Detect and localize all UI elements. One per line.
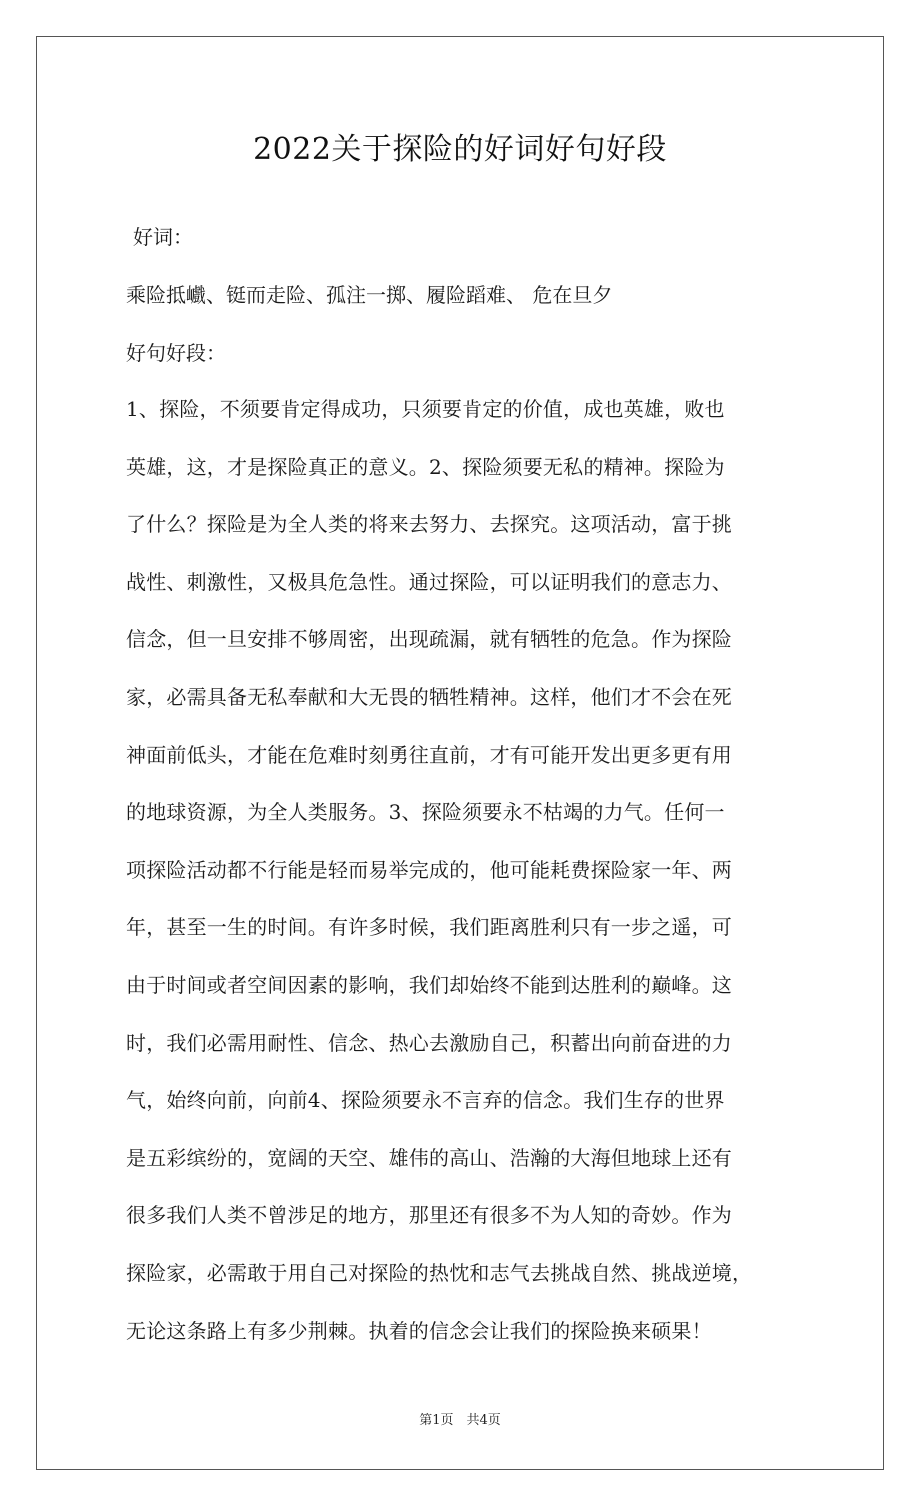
- good-sentences-label: 好句好段：: [126, 341, 226, 365]
- body-line: 了什么？探险是为全人类的将来去努力、去探究。这项活动，富于挑: [126, 512, 732, 537]
- body-text: [126, 394, 806, 1373]
- body-line: 1、探险，不须要肯定得成功，只须要肯定的价值，成也英雄，败也: [126, 397, 725, 421]
- body-line: 由于时间或者空间因素的影响，我们却始终不能到达胜利的巅峰。这: [126, 972, 732, 997]
- body-line: 时，我们必需用耐性、信念、热心去激励自己，积蓄出向前奋进的力: [126, 1030, 732, 1055]
- body-line: 气，始终向前，向前4、探险须要永不言弃的信念。我们生存的世界: [126, 1088, 725, 1113]
- body-line: 无论这条路上有多少荆棘。执着的信念会让我们的探险换来硕果！: [126, 1318, 712, 1343]
- body-line: 战性、刺激性，又极具危急性。通过探险，可以证明我们的意志力、: [126, 569, 732, 594]
- good-words-label: 好词：: [133, 225, 193, 249]
- body-line: 年，甚至一生的时间。有许多时候，我们距离胜利只有一步之遥，可: [126, 915, 732, 940]
- good-words-list: 乘险抵巇、铤而走险、孤注一掷、履险蹈难、 危在旦夕: [126, 283, 613, 307]
- page-indicator: 第1页 共4页: [419, 1413, 501, 1428]
- body-line: 家，必需具备无私奉献和大无畏的牺牲精神。这样，他们才不会在死: [126, 684, 732, 709]
- body-line: 很多我们人类不曾涉足的地方，那里还有很多不为人知的奇妙。作为: [126, 1203, 732, 1228]
- document-title: 2022关于探险的好词好句好段: [253, 132, 667, 167]
- body-line: 探险家，必需敢于用自己对探险的热忱和志气去挑战自然、挑战逆境，: [126, 1260, 753, 1285]
- body-line: 信念，但一旦安排不够周密，出现疏漏，就有牺牲的危急。作为探险: [126, 627, 732, 652]
- body-line: 英雄，这，才是探险真正的意义。2、探险须要无私的精神。探险为: [126, 454, 725, 479]
- body-line: 神面前低头，才能在危难时刻勇往直前，才有可能开发出更多更有用: [126, 742, 732, 767]
- body-line: 的地球资源，为全人类服务。3、探险须要永不枯竭的力气。任何一: [126, 800, 725, 825]
- body-line: 项探险活动都不行能是轻而易举完成的，他可能耗费探险家一年、两: [126, 857, 732, 882]
- body-line: 是五彩缤纷的，宽阔的天空、雄伟的高山、浩瀚的大海但地球上还有: [126, 1145, 732, 1170]
